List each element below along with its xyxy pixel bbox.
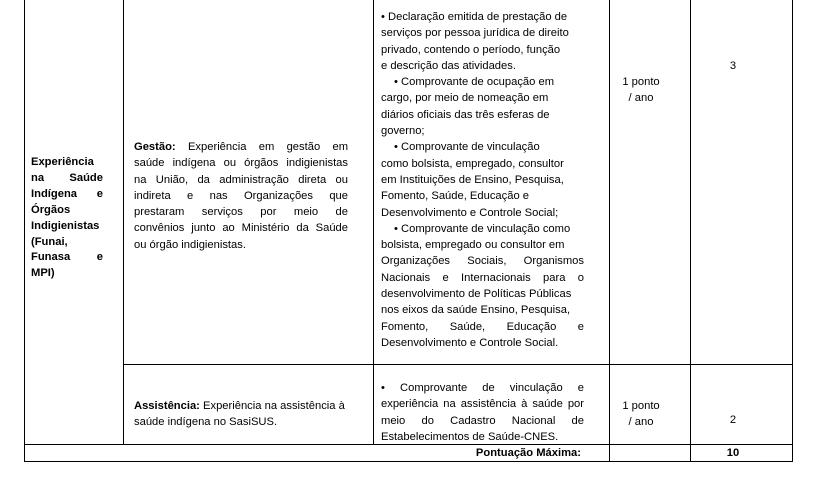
gestao-description-line: convênios junto ao Ministério da Saúde [134, 222, 348, 235]
gestao-description-line: indireta e nas Organizações que [134, 189, 348, 202]
gestao-document-item: • Declaração emitida de prestação de serviços por pessoa jurídica de direito privado, contendo o período, função e descrição das atividades. [381, 11, 569, 72]
assistencia-documents: • Comprovante de vinculação e experiência na assistência à saúde por meio do Cadastro Nacional de Estabelecimentos de Saúde-CNES. [381, 382, 584, 443]
criterion-title [31, 155, 103, 282]
assistencia-max: 2 [729, 414, 737, 426]
col-line-documents [609, 0, 610, 462]
gestao-points-line1: 1 ponto [622, 76, 660, 88]
assistencia-points-line2: / ano [628, 416, 654, 429]
row-divider-gestao-assistencia [123, 364, 793, 365]
gestao-description [134, 139, 348, 253]
assistencia-label: Assistência: [134, 400, 200, 412]
gestao-description-line: ou órgão indigienistas. [134, 238, 246, 251]
gestao-label: Gestão: [134, 141, 176, 153]
gestao-document-item: • Comprovante de vinculação como bolsista, empregado, consultor em Instituições de Ensino, Pesquisa, Fomento, Saúde, Educação e Desenvolvimento e Controle Social; [381, 141, 564, 219]
assistencia-description-second: saúde indígena no SasiSUS. [134, 416, 278, 429]
footer-label: Pontuação Máxima: [475, 447, 581, 459]
criterion-line: Órgãos [31, 203, 71, 216]
col-line-right [792, 0, 793, 462]
assistencia-points-line1: 1 ponto [622, 400, 660, 412]
gestao-document-item: • Comprovante de ocupação em cargo, por meio de nomeação em diários oficiais das três esferas de governo; [381, 76, 555, 138]
gestao-description-first: Experiência em gestão em [187, 141, 349, 153]
assistencia-description-first: Experiência na assistência à [203, 400, 345, 412]
footer-total: 10 [726, 447, 740, 459]
criterion-line: Funasa e [31, 251, 103, 264]
col-line-criterion [123, 0, 124, 445]
gestao-description-line: na União, da administração direta ou [134, 173, 348, 186]
gestao-description-line: saúde indígena ou órgãos indigienistas [134, 157, 348, 170]
col-line-left [24, 0, 25, 462]
col-line-description [373, 0, 374, 445]
gestao-document-item: • Comprovante de vinculação como bolsista, empregado ou consultor em Organizações Sociais, Organismos Nacionais e Internacionais para o desenvolvimento de Políticas Públicas nos eixos da saúde Ensino, Pesquisa, Fomento, Saúde, Educação e Desenvolvimento e Controle Social. [381, 222, 584, 349]
criterion-line: na Saúde [31, 171, 103, 184]
criterion-line: Indígena e [31, 187, 103, 200]
criterion-line: (Funai, [31, 235, 68, 248]
gestao-documents [381, 9, 591, 351]
gestao-max: 3 [729, 60, 737, 72]
gestao-description-line: prestaram serviços por meio de [134, 206, 348, 219]
gestao-points [610, 74, 672, 107]
assistencia-points [610, 398, 672, 431]
assistencia-description [134, 398, 366, 431]
criterion-line: MPI) [31, 267, 55, 280]
gestao-points-line2: / ano [628, 92, 654, 105]
criterion-line: Indigienistas [31, 219, 100, 232]
criterion-line: Experiência [31, 156, 94, 168]
